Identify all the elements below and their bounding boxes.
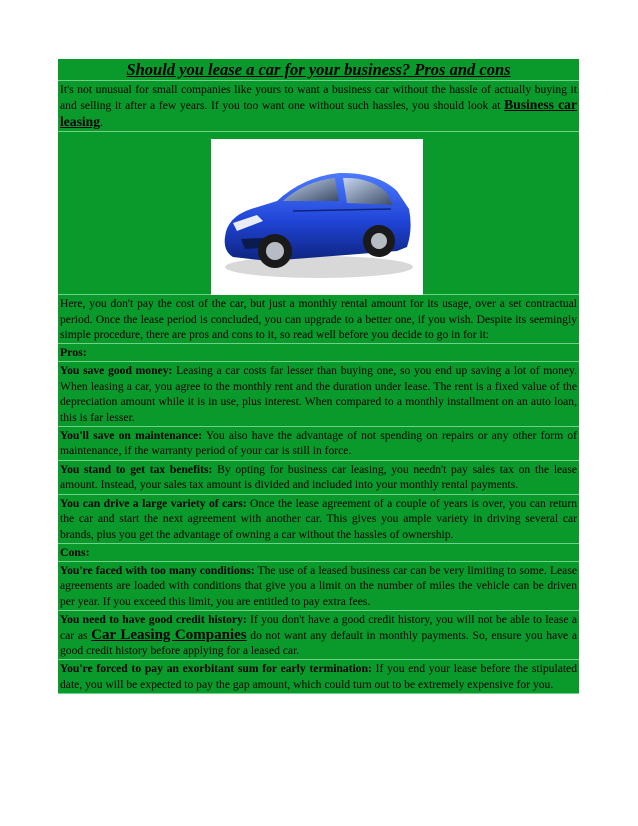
pro-title: You can drive a large variety of cars: bbox=[60, 496, 247, 510]
blue-hatchback-car-icon bbox=[211, 139, 423, 295]
image-row bbox=[58, 132, 579, 295]
pro-title: You save good money: bbox=[60, 364, 173, 378]
con-text: The use of a leased business car can be very limiting to some. Lease agreements are loaded with conditions that give you a limit on the number of miles the vehicle can be driven per year. If you exceed this limit, you are entitled to pay extra fees. bbox=[60, 563, 577, 608]
pro-text: You also have the advantage of not spending on repairs or any other form of maintenance, if the warranty period of your car is still in force. bbox=[60, 429, 577, 458]
pro-item bbox=[58, 362, 579, 427]
cons-heading: Cons: bbox=[58, 544, 579, 562]
con-item bbox=[58, 660, 579, 694]
con-text: If you don't have a good credit history, you will not be able to lease a car as bbox=[60, 613, 577, 642]
pro-text: By opting for business car leasing, you needn't pay sales tax on the lease amount. Instead, your sales tax amount is divided and included into your monthly rental payments. bbox=[60, 462, 577, 492]
pro-item bbox=[58, 427, 579, 461]
pro-text: Once the lease agreement of a couple of years is over, you can return the car and start the next agreement with another car. This gives you ample variety in driving several car brands, plus you get the advantage of owning a car without the hassles of ownership. bbox=[60, 496, 578, 541]
con-item bbox=[58, 611, 579, 660]
con-text: do not want any default in monthly payments. So, ensure you have a good credit history before applying for a leased car. bbox=[60, 628, 578, 657]
pros-heading: Pros: bbox=[58, 344, 579, 362]
pro-text: Leasing a car costs far lesser than buying one, so you end up saving a lot of money. When leasing a car, you agree to the monthly rent and the duration under lease. The rent is a fixed value of the depreciation amount while it is in use, plus interest. When compared to a monthly installment on an auto loan, this is far lesser. bbox=[60, 364, 577, 424]
con-item bbox=[58, 562, 579, 611]
document bbox=[58, 59, 579, 694]
intro-paragraph bbox=[58, 81, 579, 132]
car-leasing-companies-link[interactable]: Car Leasing Companies bbox=[91, 626, 247, 643]
pro-title: You stand to get tax benefits: bbox=[60, 462, 213, 476]
intro-text: It's not unusual for small companies like yours to want a business car without the hassle of actually buying it and selling it after a few years. If you too want one without such hassles, you should look at bbox=[60, 83, 577, 113]
pro-item bbox=[58, 495, 579, 544]
business-car-leasing-link[interactable]: Business car leasing bbox=[60, 97, 577, 129]
car-photo bbox=[211, 139, 423, 295]
con-title: You're forced to pay an exorbitant sum for early termination: bbox=[60, 662, 372, 676]
pro-title: You'll save on maintenance: bbox=[60, 429, 203, 443]
pro-item bbox=[58, 461, 579, 495]
overview-paragraph: Here, you don't pay the cost of the car, but just a monthly rental amount for its usage, over a set contractual period. Once the lease period is concluded, you can upgrade to a better one, if you wish. Despite its seemingly simple procedure, there are pros and cons to it, so read well before you decide to go in for it: bbox=[58, 295, 579, 344]
con-text: If you end your lease before the stipulated date, you will be expected to pay the gap amount, which could turn out to be extremely expensive for you. bbox=[60, 662, 577, 691]
con-title: You need to have good credit history: bbox=[60, 613, 247, 627]
con-title: You're faced with too many conditions: bbox=[60, 563, 255, 577]
intro-period: . bbox=[100, 115, 103, 129]
page-title: Should you lease a car for your business? Pros and cons bbox=[58, 59, 579, 81]
